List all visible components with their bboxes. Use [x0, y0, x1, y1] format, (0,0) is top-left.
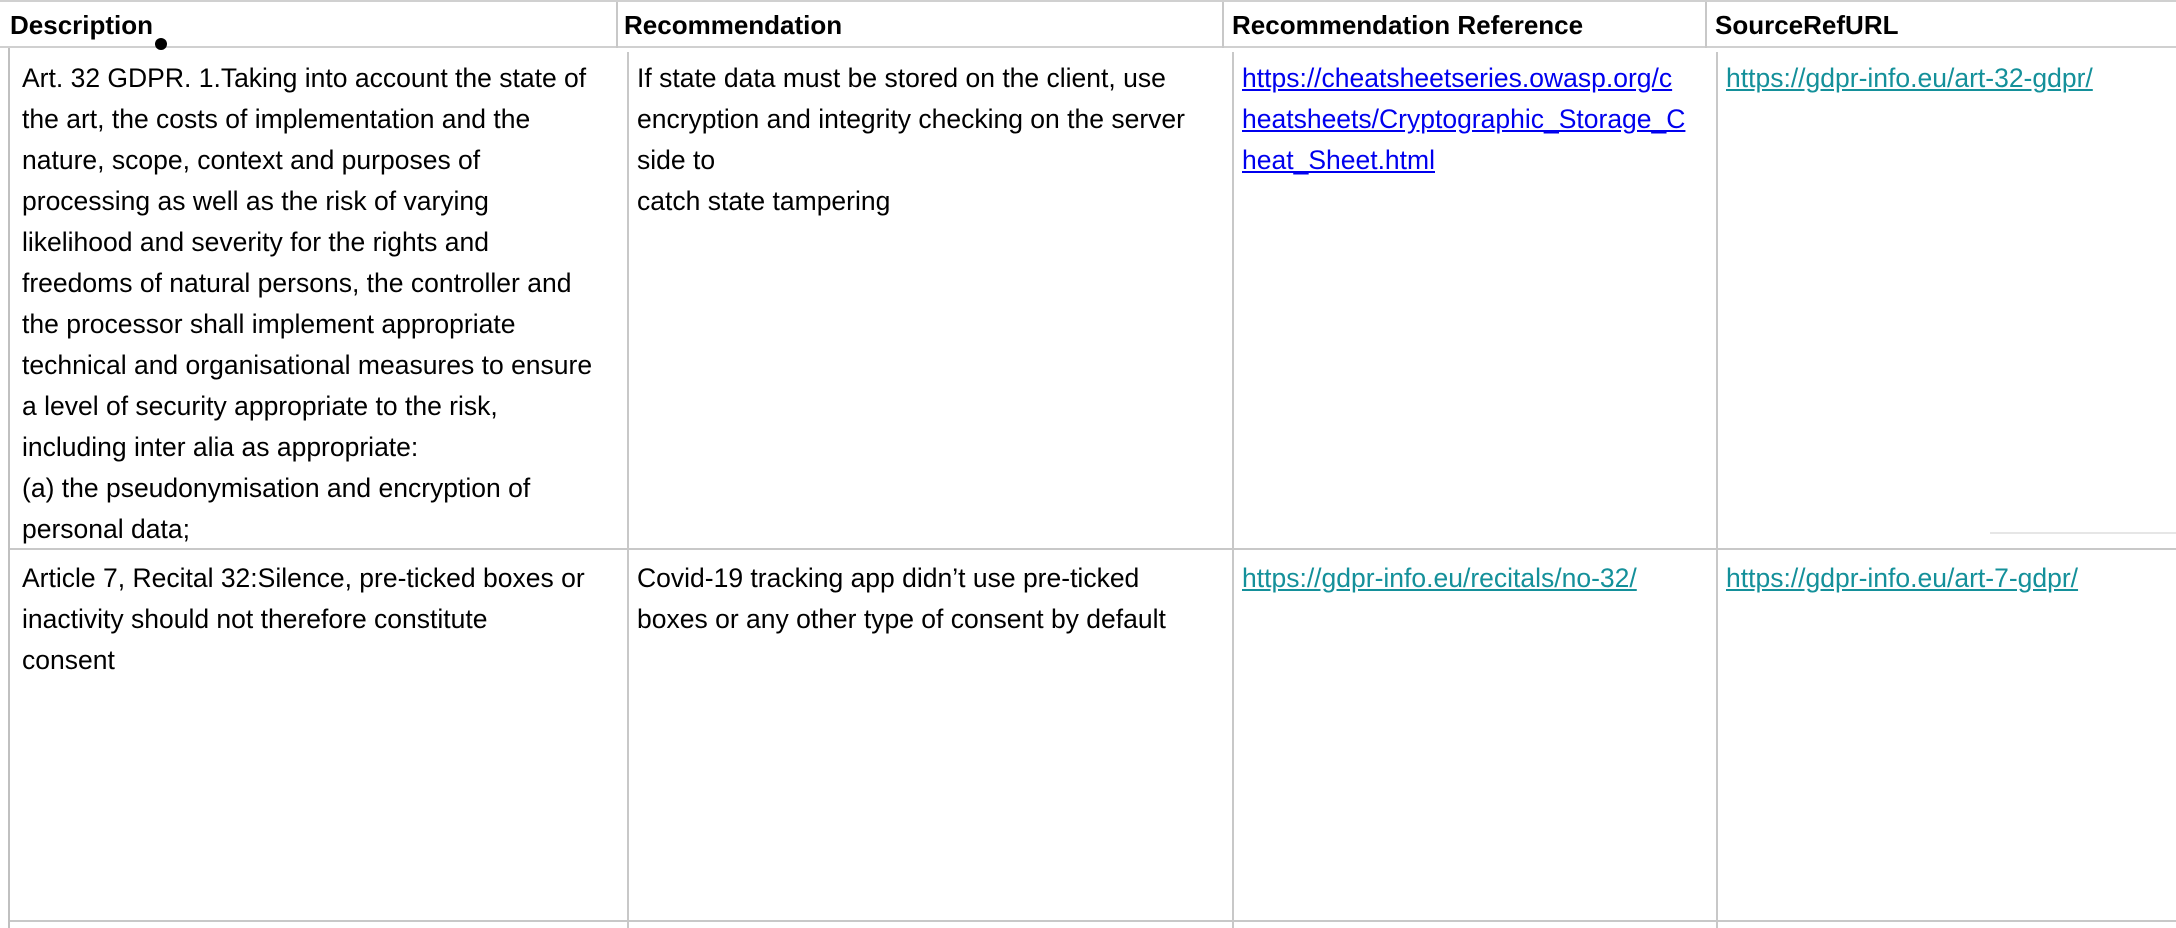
row-divider: [10, 548, 2176, 550]
table-cell-recommendation[interactable]: Covid-19 tracking app didn’t use pre-ticked boxes or any other type of consent by default: [637, 563, 1166, 634]
row-edge: [0, 48, 10, 928]
table-cell-recommendation[interactable]: If state data must be stored on the client, use encryption and integrity checking on the server side to catch state tampering: [637, 63, 1185, 216]
column-header-recommendation-reference[interactable]: Recommendation Reference: [1222, 2, 1708, 48]
table-cell-source-link[interactable]: https://gdpr-info.eu/art-32-gdpr/: [1726, 63, 2093, 93]
table-cell-reference-link[interactable]: https://gdpr-info.eu/recitals/no-32/: [1242, 563, 1637, 593]
table-cell-description[interactable]: Article 7, Recital 32:Silence, pre-ticked boxes or inactivity should not therefore constitute consent: [22, 563, 585, 675]
table-cell-source-link[interactable]: https://gdpr-info.eu/art-7-gdpr/: [1726, 563, 2079, 593]
column-header-sourcerefurl[interactable]: SourceRefURL: [1705, 2, 2176, 48]
header-divider: [1705, 2, 1707, 48]
row-divider: [10, 920, 2176, 922]
table-cell-reference-link[interactable]: https://cheatsheetseries.owasp.org/c heatsheets/Cryptographic_Storage_C heat_Sheet.html: [1242, 63, 1686, 175]
header-divider: [616, 2, 618, 48]
table-cell-description[interactable]: Art. 32 GDPR. 1.Taking into account the state of the art, the costs of implementation and the nature, scope, context and purposes of processing as well as the risk of varying likelihood and severity for the rights and freedoms of natural persons, the controller and the processor shall implement appropriate technical and organisational measures to ensure a level of security appropriate to the risk, including inter alia as appropriate: (a) the pseudonymisation and encryption of personal data;: [22, 63, 593, 544]
column-header-description[interactable]: Description: [0, 2, 618, 48]
mouse-cursor-icon: [155, 38, 167, 50]
header-divider: [1222, 2, 1224, 48]
column-header-recommendation[interactable]: Recommendation: [614, 2, 1224, 48]
